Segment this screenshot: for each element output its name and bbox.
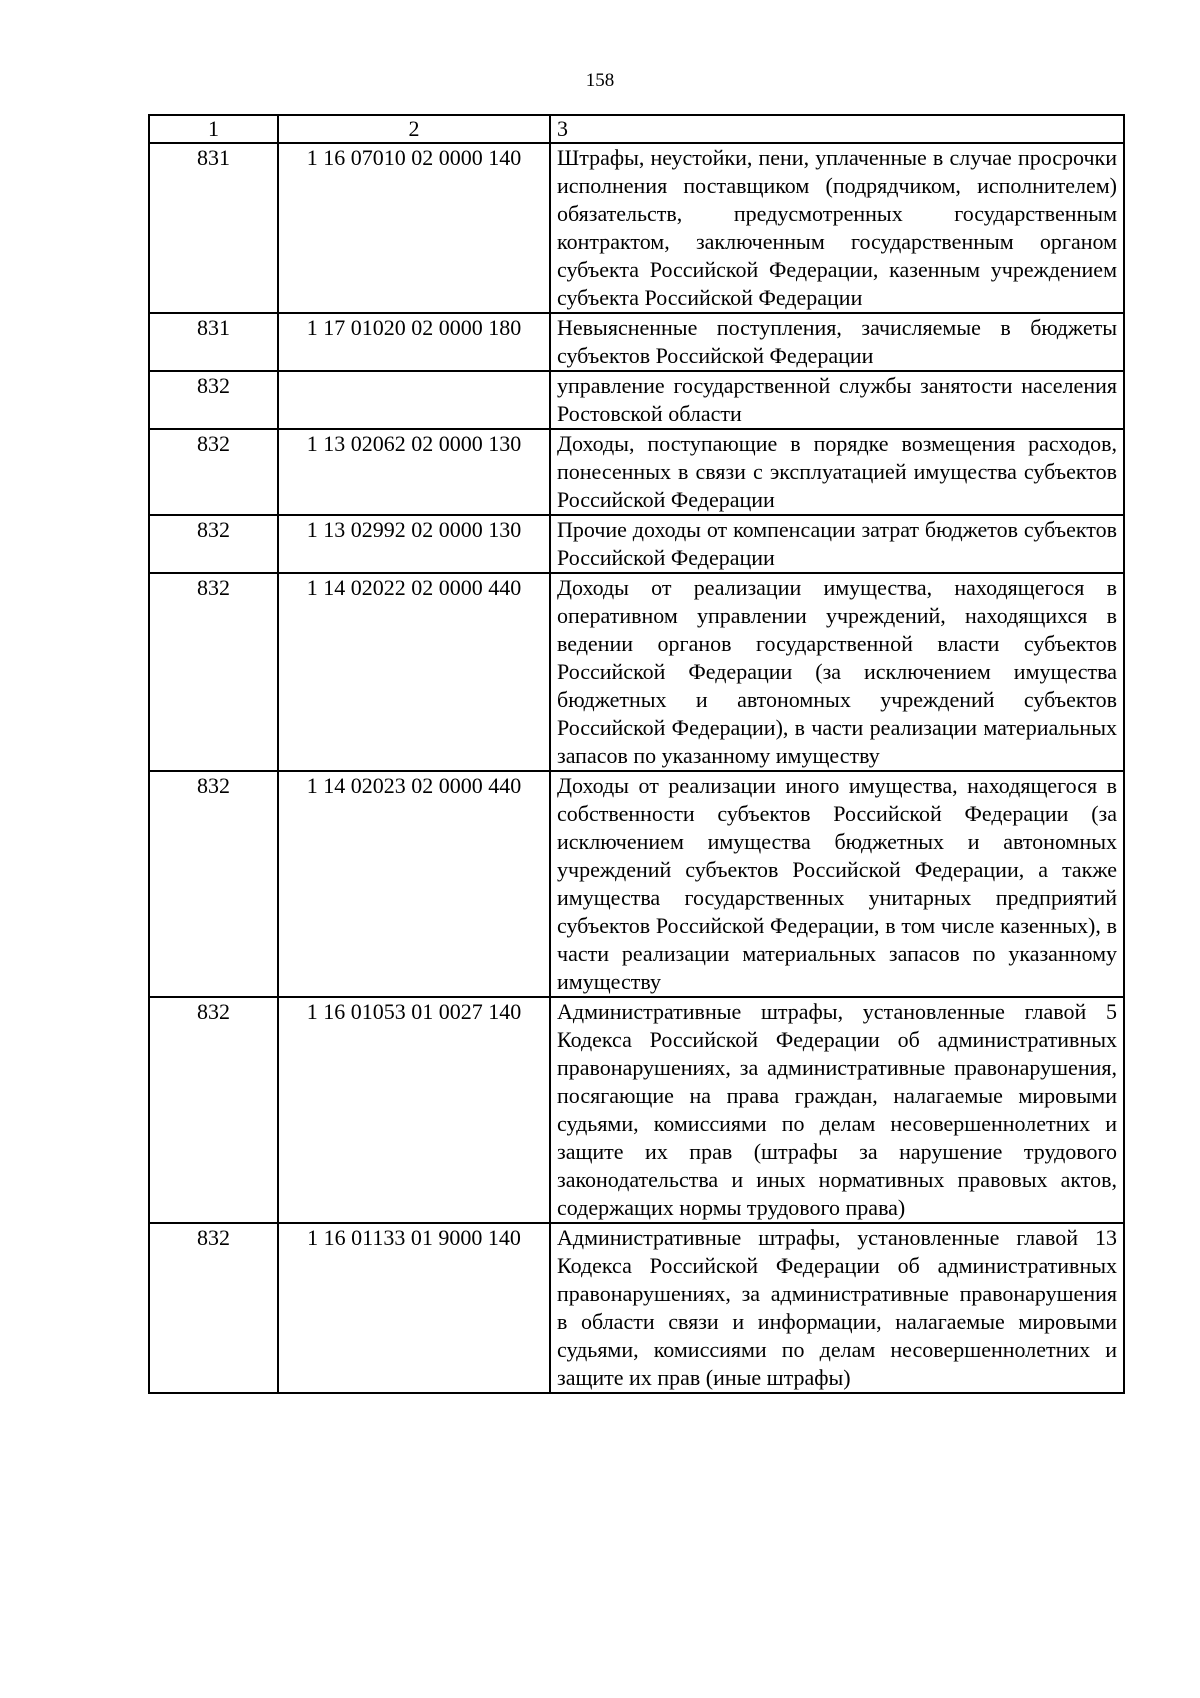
table-row: [149, 1223, 1124, 1393]
revenue-description-cell: Невыясненные поступления, зачисляемые в бюджеты субъектов Российской Федерации: [550, 313, 1124, 371]
admin-code-cell: 832: [149, 997, 278, 1223]
table-header-row: [149, 115, 1124, 143]
table-row: [149, 573, 1124, 771]
revenue-code-cell: 1 14 02022 02 0000 440: [278, 573, 550, 771]
admin-code-cell: 832: [149, 771, 278, 997]
revenue-description-cell: Административные штрафы, установленные главой 5 Кодекса Российской Федерации об административных правонарушениях, за административные правонарушения, посягающие на права граждан, налагаемые мировыми судьями, комиссиями по делам несовершеннолетних и защите их прав (штрафы за нарушение трудового законодательства и иных нормативных правовых актов, содержащих нормы трудового права): [550, 997, 1124, 1223]
admin-code-cell: 832: [149, 1223, 278, 1393]
admin-code-cell: 831: [149, 313, 278, 371]
admin-code-cell: 832: [149, 515, 278, 573]
revenue-description-cell: Административные штрафы, установленные главой 13 Кодекса Российской Федерации об административных правонарушениях, за административные правонарушения в области связи и информации, налагаемые мировыми судьями, комиссиями по делам несовершеннолетних и защите их прав (иные штрафы): [550, 1223, 1124, 1393]
admin-code-cell: 831: [149, 143, 278, 313]
column-header-2: 2: [278, 115, 550, 143]
admin-code-cell: 832: [149, 429, 278, 515]
revenue-codes-table: [148, 114, 1125, 1394]
table-row: [149, 371, 1124, 429]
revenue-description-cell: Доходы от реализации иного имущества, находящегося в собственности субъектов Российской Федерации (за исключением имущества бюджетных и автономных учреждений субъектов Российской Федерации, а также имущества государственных унитарных предприятий субъектов Российской Федерации, в том числе казенных), в части реализации материальных запасов по указанному имуществу: [550, 771, 1124, 997]
revenue-description-cell: Доходы от реализации имущества, находящегося в оперативном управлении учреждений, находящихся в ведении органов государственной власти субъектов Российской Федерации (за исключением имущества бюджетных и автономных учреждений субъектов Российской Федерации), в части реализации материальных запасов по указанному имуществу: [550, 573, 1124, 771]
revenue-code-cell: 1 13 02062 02 0000 130: [278, 429, 550, 515]
revenue-code-cell: 1 14 02023 02 0000 440: [278, 771, 550, 997]
admin-code-cell: 832: [149, 573, 278, 771]
table-row: [149, 997, 1124, 1223]
revenue-code-cell: [278, 371, 550, 429]
column-header-1: 1: [149, 115, 278, 143]
column-header-3: 3: [550, 115, 1124, 143]
revenue-code-cell: 1 16 01053 01 0027 140: [278, 997, 550, 1223]
table-row: [149, 429, 1124, 515]
revenue-description-cell: управление государственной службы занятости населения Ростовской области: [550, 371, 1124, 429]
revenue-description-cell: Доходы, поступающие в порядке возмещения расходов, понесенных в связи с эксплуатацией имущества субъектов Российской Федерации: [550, 429, 1124, 515]
revenue-description-cell: Штрафы, неустойки, пени, уплаченные в случае просрочки исполнения поставщиком (подрядчиком, исполнителем) обязательств, предусмотренных государственным контрактом, заключенным государственным органом субъекта Российской Федерации, казенным учреждением субъекта Российской Федерации: [550, 143, 1124, 313]
table-row: [149, 771, 1124, 997]
revenue-description-cell: Прочие доходы от компенсации затрат бюджетов субъектов Российской Федерации: [550, 515, 1124, 573]
table-row: [149, 313, 1124, 371]
revenue-code-cell: 1 13 02992 02 0000 130: [278, 515, 550, 573]
table-row: [149, 515, 1124, 573]
revenue-code-cell: 1 17 01020 02 0000 180: [278, 313, 550, 371]
table-row: [149, 143, 1124, 313]
revenue-code-cell: 1 16 07010 02 0000 140: [278, 143, 550, 313]
admin-code-cell: 832: [149, 371, 278, 429]
page-number: 158: [585, 70, 615, 91]
revenue-code-cell: 1 16 01133 01 9000 140: [278, 1223, 550, 1393]
